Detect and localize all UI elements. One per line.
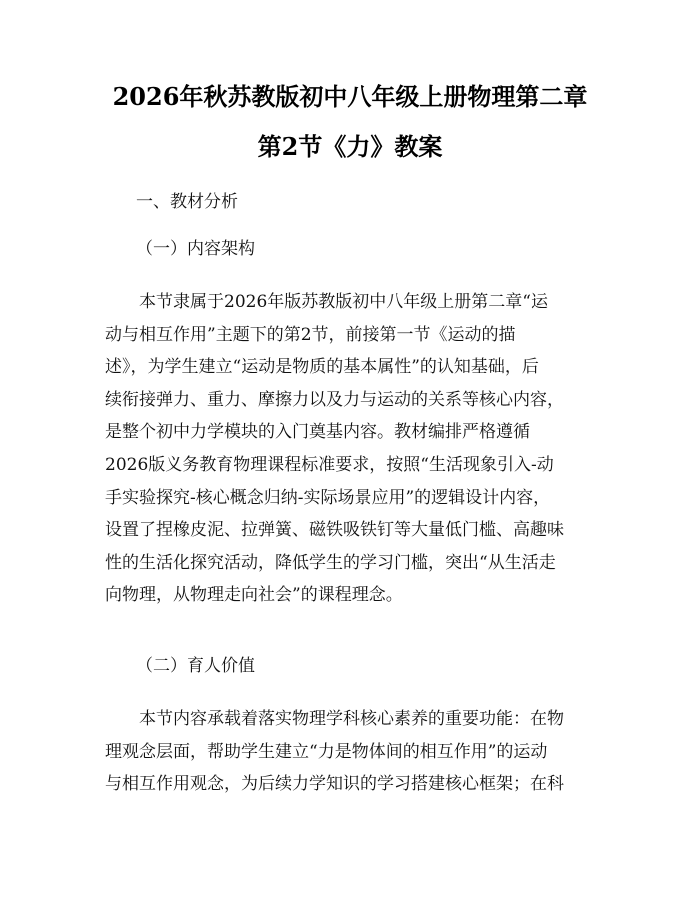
- paragraph-content-structure: [105, 286, 595, 612]
- paragraph-line: 手实验探究-核心概念归纳-实际场景应用”的逻辑设计内容，: [105, 487, 551, 508]
- subsection-heading-educational-value: （二）育人价值: [136, 656, 255, 676]
- section-heading-teaching-material-analysis: 一、教材分析: [136, 192, 238, 212]
- paragraph-line: 本节内容承载着落实物理学科核心素养的重要功能：在物: [139, 709, 564, 729]
- document-title-line-1: 2026年秋苏教版初中八年级上册物理第二章: [112, 82, 588, 111]
- paragraph-line: 是整个初中力学模块的入门奠基内容。教材编排严格遵循: [105, 422, 530, 443]
- paragraph-line: 性的生活化探究活动，降低学生的学习门槛，突出“从生活走: [105, 552, 556, 573]
- paragraph-educational-value: [105, 703, 595, 801]
- paragraph-line: 设置了捏橡皮泥、拉弹簧、磁铁吸铁钉等大量低门槛、高趣味: [105, 520, 564, 541]
- subsection-heading-content-structure: （一）内容架构: [136, 239, 255, 259]
- document-title-line-2: 第2节《力》教案: [257, 132, 443, 161]
- paragraph-line: 与相互作用观念，为后续力学知识的学习搭建核心框架；在科: [105, 774, 564, 795]
- paragraph-line: 续衔接弹力、重力、摩擦力以及力与运动的关系等核心内容，: [105, 389, 564, 410]
- paragraph-line: 本节隶属于2026年版苏教版初中八年级上册第二章“运: [139, 292, 548, 312]
- paragraph-line: 理观念层面，帮助学生建立“力是物体间的相互作用”的运动: [105, 741, 548, 762]
- paragraph-line: 动与相互作用”主题下的第2节，前接第一节《运动的描: [105, 324, 516, 345]
- paragraph-line: 述》，为学生建立“运动是物质的基本属性”的认知基础，后: [105, 357, 539, 378]
- paragraph-line: 2026版义务教育物理课程标准要求，按照“生活现象引入-动: [105, 454, 554, 475]
- paragraph-line: 向物理，从物理走向社会”的课程理念。: [105, 585, 403, 606]
